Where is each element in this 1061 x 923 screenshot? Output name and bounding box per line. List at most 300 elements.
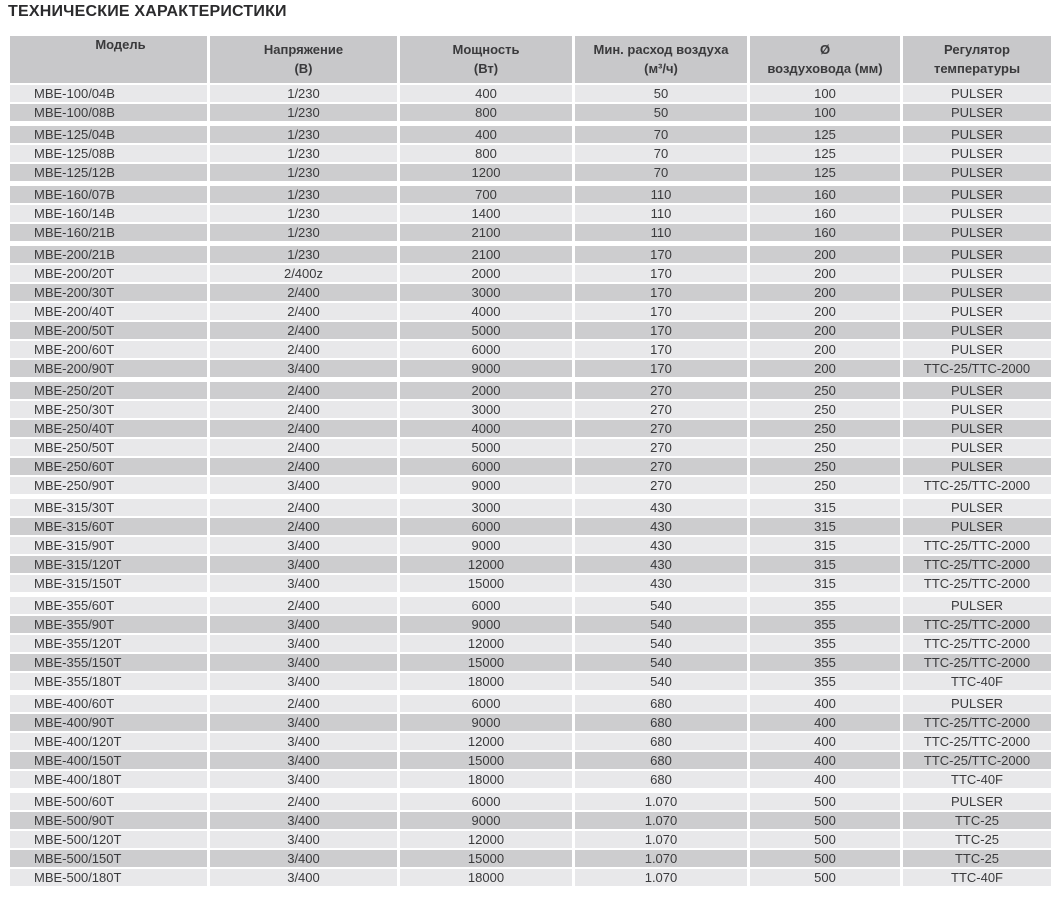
cell-power: 9000: [400, 714, 572, 731]
cell-model: MBE-315/90T: [10, 537, 207, 554]
cell-voltage: 3/400: [210, 360, 397, 377]
cell-airflow: 680: [575, 733, 747, 750]
cell-power: 6000: [400, 458, 572, 475]
header-duct-diameter: [750, 36, 900, 83]
cell-power: 18000: [400, 771, 572, 788]
cell-voltage: 2/400: [210, 420, 397, 437]
header-model: [10, 36, 207, 83]
table-row: [10, 265, 1051, 282]
cell-model: MBE-100/04B: [10, 85, 207, 102]
cell-power: 9000: [400, 537, 572, 554]
cell-model: MBE-355/60T: [10, 597, 207, 614]
cell-model: MBE-400/180T: [10, 771, 207, 788]
cell-power: 6000: [400, 695, 572, 712]
cell-diameter: 250: [750, 458, 900, 475]
cell-model: MBE-200/90T: [10, 360, 207, 377]
cell-model: MBE-315/30T: [10, 499, 207, 516]
table-row: [10, 654, 1051, 671]
table-row: [10, 85, 1051, 102]
cell-regulator: TTC-25/TTC-2000: [903, 575, 1051, 592]
table-row: [10, 635, 1051, 652]
cell-model: MBE-355/90T: [10, 616, 207, 633]
cell-voltage: 3/400: [210, 812, 397, 829]
cell-regulator: PULSER: [903, 322, 1051, 339]
header-duct-diameter-sub: воздуховода (мм): [767, 60, 883, 76]
table-row: [10, 673, 1051, 690]
header-model-title: Модель: [95, 37, 146, 52]
cell-power: 2100: [400, 246, 572, 263]
cell-voltage: 2/400: [210, 382, 397, 399]
cell-airflow: 540: [575, 635, 747, 652]
cell-power: 6000: [400, 518, 572, 535]
cell-voltage: 1/230: [210, 145, 397, 162]
cell-airflow: 1.070: [575, 812, 747, 829]
table-row: [10, 752, 1051, 769]
cell-regulator: PULSER: [903, 695, 1051, 712]
cell-regulator: TTC-25: [903, 831, 1051, 848]
cell-voltage: 1/230: [210, 205, 397, 222]
cell-diameter: 200: [750, 284, 900, 301]
cell-voltage: 1/230: [210, 126, 397, 143]
cell-airflow: 50: [575, 85, 747, 102]
cell-regulator: PULSER: [903, 205, 1051, 222]
cell-power: 15000: [400, 575, 572, 592]
cell-regulator: TTC-25/TTC-2000: [903, 537, 1051, 554]
cell-power: 700: [400, 186, 572, 203]
cell-airflow: 430: [575, 556, 747, 573]
model-group: [10, 695, 1051, 788]
cell-voltage: 3/400: [210, 831, 397, 848]
cell-airflow: 430: [575, 537, 747, 554]
cell-power: 6000: [400, 793, 572, 810]
cell-airflow: 70: [575, 126, 747, 143]
model-group: [10, 793, 1051, 886]
cell-voltage: 3/400: [210, 850, 397, 867]
cell-power: 15000: [400, 654, 572, 671]
table-row: [10, 322, 1051, 339]
table-row: [10, 246, 1051, 263]
cell-power: 800: [400, 145, 572, 162]
cell-voltage: 2/400: [210, 597, 397, 614]
cell-airflow: 50: [575, 104, 747, 121]
cell-voltage: 1/230: [210, 104, 397, 121]
cell-regulator: TTC-25/TTC-2000: [903, 654, 1051, 671]
header-regulator-title: Регулятор: [944, 41, 1010, 57]
cell-regulator: PULSER: [903, 303, 1051, 320]
cell-airflow: 430: [575, 499, 747, 516]
cell-regulator: TTC-25/TTC-2000: [903, 635, 1051, 652]
cell-diameter: 250: [750, 420, 900, 437]
table-row: [10, 518, 1051, 535]
cell-diameter: 160: [750, 224, 900, 241]
cell-diameter: 500: [750, 793, 900, 810]
cell-power: 9000: [400, 616, 572, 633]
cell-model: MBE-250/50T: [10, 439, 207, 456]
page-title: ТЕХНИЧЕСКИЕ ХАРАКТЕРИСТИКИ: [8, 3, 287, 20]
cell-airflow: 430: [575, 518, 747, 535]
table-row: [10, 420, 1051, 437]
table-row: [10, 869, 1051, 886]
cell-airflow: 540: [575, 616, 747, 633]
cell-power: 2000: [400, 265, 572, 282]
cell-voltage: 3/400: [210, 556, 397, 573]
cell-diameter: 100: [750, 104, 900, 121]
cell-regulator: PULSER: [903, 793, 1051, 810]
header-airflow-title: Мин. расход воздуха: [593, 41, 729, 57]
cell-regulator: TTC-25/TTC-2000: [903, 477, 1051, 494]
cell-model: MBE-160/14B: [10, 205, 207, 222]
cell-model: MBE-500/90T: [10, 812, 207, 829]
cell-model: MBE-200/20T: [10, 265, 207, 282]
cell-voltage: 2/400: [210, 322, 397, 339]
table-row: [10, 205, 1051, 222]
table-row: [10, 126, 1051, 143]
cell-diameter: 315: [750, 556, 900, 573]
cell-model: MBE-315/150T: [10, 575, 207, 592]
table-row: [10, 341, 1051, 358]
cell-voltage: 1/230: [210, 186, 397, 203]
cell-voltage: 2/400z: [210, 265, 397, 282]
table-row: [10, 695, 1051, 712]
table-row: [10, 733, 1051, 750]
cell-airflow: 430: [575, 575, 747, 592]
cell-model: MBE-355/120T: [10, 635, 207, 652]
cell-power: 800: [400, 104, 572, 121]
cell-regulator: TTC-25: [903, 850, 1051, 867]
cell-regulator: PULSER: [903, 341, 1051, 358]
cell-airflow: 540: [575, 597, 747, 614]
cell-voltage: 3/400: [210, 654, 397, 671]
cell-airflow: 680: [575, 695, 747, 712]
cell-diameter: 355: [750, 673, 900, 690]
cell-airflow: 70: [575, 164, 747, 181]
cell-regulator: TTC-25/TTC-2000: [903, 733, 1051, 750]
cell-diameter: 160: [750, 205, 900, 222]
cell-regulator: PULSER: [903, 382, 1051, 399]
cell-diameter: 315: [750, 499, 900, 516]
cell-diameter: 200: [750, 265, 900, 282]
cell-airflow: 170: [575, 265, 747, 282]
cell-model: MBE-125/04B: [10, 126, 207, 143]
cell-power: 18000: [400, 869, 572, 886]
cell-regulator: TTC-25/TTC-2000: [903, 714, 1051, 731]
cell-regulator: TTC-25/TTC-2000: [903, 752, 1051, 769]
cell-airflow: 680: [575, 771, 747, 788]
cell-model: MBE-160/21B: [10, 224, 207, 241]
cell-voltage: 3/400: [210, 537, 397, 554]
cell-diameter: 250: [750, 382, 900, 399]
cell-model: MBE-160/07B: [10, 186, 207, 203]
header-regulator-sub: температуры: [933, 60, 1021, 76]
cell-airflow: 110: [575, 186, 747, 203]
table-row: [10, 477, 1051, 494]
table-row: [10, 360, 1051, 377]
cell-power: 15000: [400, 850, 572, 867]
cell-regulator: PULSER: [903, 164, 1051, 181]
cell-model: MBE-250/20T: [10, 382, 207, 399]
header-airflow-sub: (м³/ч): [644, 60, 678, 76]
table-row: [10, 104, 1051, 121]
cell-regulator: PULSER: [903, 597, 1051, 614]
table-row: [10, 714, 1051, 731]
model-group: [10, 186, 1051, 241]
table-row: [10, 793, 1051, 810]
header-power: [400, 36, 572, 83]
cell-power: 6000: [400, 597, 572, 614]
cell-power: 1200: [400, 164, 572, 181]
cell-regulator: PULSER: [903, 85, 1051, 102]
cell-diameter: 160: [750, 186, 900, 203]
cell-model: MBE-355/180T: [10, 673, 207, 690]
cell-voltage: 2/400: [210, 695, 397, 712]
header-regulator: [903, 36, 1051, 83]
cell-airflow: 170: [575, 246, 747, 263]
cell-airflow: 270: [575, 439, 747, 456]
cell-model: MBE-500/150T: [10, 850, 207, 867]
cell-diameter: 355: [750, 654, 900, 671]
cell-diameter: 400: [750, 733, 900, 750]
table-row: [10, 164, 1051, 181]
cell-model: MBE-125/12B: [10, 164, 207, 181]
cell-diameter: 315: [750, 518, 900, 535]
cell-diameter: 200: [750, 322, 900, 339]
cell-power: 9000: [400, 360, 572, 377]
table-row: [10, 439, 1051, 456]
spec-table: [10, 36, 1051, 888]
cell-power: 12000: [400, 733, 572, 750]
cell-voltage: 3/400: [210, 673, 397, 690]
cell-model: MBE-200/50T: [10, 322, 207, 339]
cell-power: 3000: [400, 284, 572, 301]
cell-model: MBE-200/40T: [10, 303, 207, 320]
cell-diameter: 200: [750, 341, 900, 358]
cell-diameter: 200: [750, 360, 900, 377]
cell-model: MBE-400/60T: [10, 695, 207, 712]
cell-model: MBE-200/60T: [10, 341, 207, 358]
cell-model: MBE-200/30T: [10, 284, 207, 301]
model-group: [10, 246, 1051, 377]
header-voltage: [210, 36, 397, 83]
cell-diameter: 500: [750, 869, 900, 886]
cell-regulator: PULSER: [903, 224, 1051, 241]
cell-voltage: 3/400: [210, 575, 397, 592]
cell-power: 5000: [400, 439, 572, 456]
cell-diameter: 250: [750, 439, 900, 456]
cell-power: 5000: [400, 322, 572, 339]
header-airflow: [575, 36, 747, 83]
cell-voltage: 3/400: [210, 771, 397, 788]
table-row: [10, 224, 1051, 241]
cell-voltage: 1/230: [210, 224, 397, 241]
cell-voltage: 3/400: [210, 733, 397, 750]
cell-voltage: 3/400: [210, 635, 397, 652]
cell-airflow: 170: [575, 360, 747, 377]
table-row: [10, 458, 1051, 475]
cell-airflow: 110: [575, 224, 747, 241]
cell-diameter: 125: [750, 164, 900, 181]
cell-airflow: 270: [575, 477, 747, 494]
cell-power: 400: [400, 126, 572, 143]
header-voltage-title: Напряжение: [263, 41, 344, 57]
cell-regulator: PULSER: [903, 518, 1051, 535]
cell-power: 3000: [400, 401, 572, 418]
cell-voltage: 2/400: [210, 793, 397, 810]
table-row: [10, 382, 1051, 399]
cell-model: MBE-315/120T: [10, 556, 207, 573]
cell-diameter: 500: [750, 831, 900, 848]
table-row: [10, 499, 1051, 516]
cell-regulator: TTC-40F: [903, 673, 1051, 690]
cell-power: 6000: [400, 341, 572, 358]
cell-voltage: 2/400: [210, 341, 397, 358]
cell-power: 400: [400, 85, 572, 102]
cell-airflow: 270: [575, 458, 747, 475]
cell-model: MBE-250/40T: [10, 420, 207, 437]
cell-diameter: 355: [750, 616, 900, 633]
cell-regulator: TTC-25/TTC-2000: [903, 616, 1051, 633]
cell-voltage: 2/400: [210, 439, 397, 456]
model-group: [10, 126, 1051, 181]
cell-diameter: 250: [750, 401, 900, 418]
cell-power: 9000: [400, 812, 572, 829]
cell-voltage: 1/230: [210, 164, 397, 181]
cell-voltage: 3/400: [210, 616, 397, 633]
cell-regulator: PULSER: [903, 420, 1051, 437]
cell-model: MBE-200/21B: [10, 246, 207, 263]
cell-voltage: 3/400: [210, 714, 397, 731]
cell-diameter: 125: [750, 145, 900, 162]
cell-regulator: PULSER: [903, 186, 1051, 203]
cell-power: 2000: [400, 382, 572, 399]
cell-regulator: PULSER: [903, 458, 1051, 475]
cell-voltage: 2/400: [210, 401, 397, 418]
cell-diameter: 400: [750, 752, 900, 769]
cell-diameter: 355: [750, 597, 900, 614]
cell-power: 15000: [400, 752, 572, 769]
table-row: [10, 812, 1051, 829]
cell-model: MBE-500/60T: [10, 793, 207, 810]
cell-airflow: 170: [575, 322, 747, 339]
table-row: [10, 771, 1051, 788]
table-row: [10, 575, 1051, 592]
cell-regulator: TTC-25/TTC-2000: [903, 360, 1051, 377]
cell-airflow: 540: [575, 673, 747, 690]
header-power-sub: (Вт): [473, 60, 499, 76]
cell-regulator: PULSER: [903, 439, 1051, 456]
cell-regulator: PULSER: [903, 104, 1051, 121]
cell-regulator: TTC-40F: [903, 869, 1051, 886]
cell-model: MBE-400/90T: [10, 714, 207, 731]
cell-voltage: 3/400: [210, 752, 397, 769]
header-voltage-sub: (В): [294, 60, 313, 76]
cell-diameter: 500: [750, 850, 900, 867]
header-duct-diameter-title: Ø: [819, 41, 831, 57]
table-row: [10, 145, 1051, 162]
cell-regulator: TTC-40F: [903, 771, 1051, 788]
cell-regulator: TTC-25: [903, 812, 1051, 829]
table-row: [10, 616, 1051, 633]
table-row: [10, 850, 1051, 867]
cell-power: 18000: [400, 673, 572, 690]
cell-regulator: PULSER: [903, 284, 1051, 301]
cell-airflow: 1.070: [575, 850, 747, 867]
cell-model: MBE-315/60T: [10, 518, 207, 535]
cell-model: MBE-400/120T: [10, 733, 207, 750]
table-row: [10, 597, 1051, 614]
cell-regulator: TTC-25/TTC-2000: [903, 556, 1051, 573]
cell-diameter: 250: [750, 477, 900, 494]
cell-airflow: 170: [575, 341, 747, 358]
cell-model: MBE-250/30T: [10, 401, 207, 418]
table-row: [10, 537, 1051, 554]
cell-diameter: 400: [750, 695, 900, 712]
cell-diameter: 315: [750, 537, 900, 554]
cell-voltage: 2/400: [210, 458, 397, 475]
table-row: [10, 831, 1051, 848]
cell-airflow: 270: [575, 420, 747, 437]
table-header: [10, 36, 1051, 83]
model-group: [10, 499, 1051, 592]
cell-model: MBE-500/180T: [10, 869, 207, 886]
cell-airflow: 170: [575, 284, 747, 301]
model-group: [10, 597, 1051, 690]
cell-voltage: 2/400: [210, 499, 397, 516]
cell-voltage: 1/230: [210, 85, 397, 102]
cell-model: MBE-500/120T: [10, 831, 207, 848]
cell-power: 3000: [400, 499, 572, 516]
cell-power: 9000: [400, 477, 572, 494]
cell-power: 12000: [400, 635, 572, 652]
cell-power: 1400: [400, 205, 572, 222]
cell-voltage: 2/400: [210, 518, 397, 535]
cell-diameter: 400: [750, 771, 900, 788]
cell-diameter: 100: [750, 85, 900, 102]
table-row: [10, 556, 1051, 573]
cell-diameter: 125: [750, 126, 900, 143]
cell-airflow: 680: [575, 714, 747, 731]
table-row: [10, 186, 1051, 203]
cell-regulator: PULSER: [903, 265, 1051, 282]
cell-airflow: 270: [575, 382, 747, 399]
cell-airflow: 680: [575, 752, 747, 769]
model-group: [10, 382, 1051, 494]
cell-power: 4000: [400, 420, 572, 437]
cell-power: 12000: [400, 556, 572, 573]
cell-airflow: 170: [575, 303, 747, 320]
table-body: [10, 85, 1051, 886]
cell-voltage: 2/400: [210, 303, 397, 320]
cell-airflow: 70: [575, 145, 747, 162]
cell-model: MBE-250/60T: [10, 458, 207, 475]
cell-model: MBE-355/150T: [10, 654, 207, 671]
cell-diameter: 355: [750, 635, 900, 652]
cell-diameter: 200: [750, 246, 900, 263]
header-power-title: Мощность: [452, 41, 520, 57]
cell-diameter: 400: [750, 714, 900, 731]
cell-regulator: PULSER: [903, 126, 1051, 143]
cell-regulator: PULSER: [903, 246, 1051, 263]
cell-power: 12000: [400, 831, 572, 848]
cell-airflow: 1.070: [575, 831, 747, 848]
cell-regulator: PULSER: [903, 145, 1051, 162]
cell-model: MBE-100/08B: [10, 104, 207, 121]
cell-voltage: 1/230: [210, 246, 397, 263]
table-row: [10, 401, 1051, 418]
cell-airflow: 1.070: [575, 869, 747, 886]
cell-diameter: 500: [750, 812, 900, 829]
cell-voltage: 3/400: [210, 869, 397, 886]
cell-power: 2100: [400, 224, 572, 241]
